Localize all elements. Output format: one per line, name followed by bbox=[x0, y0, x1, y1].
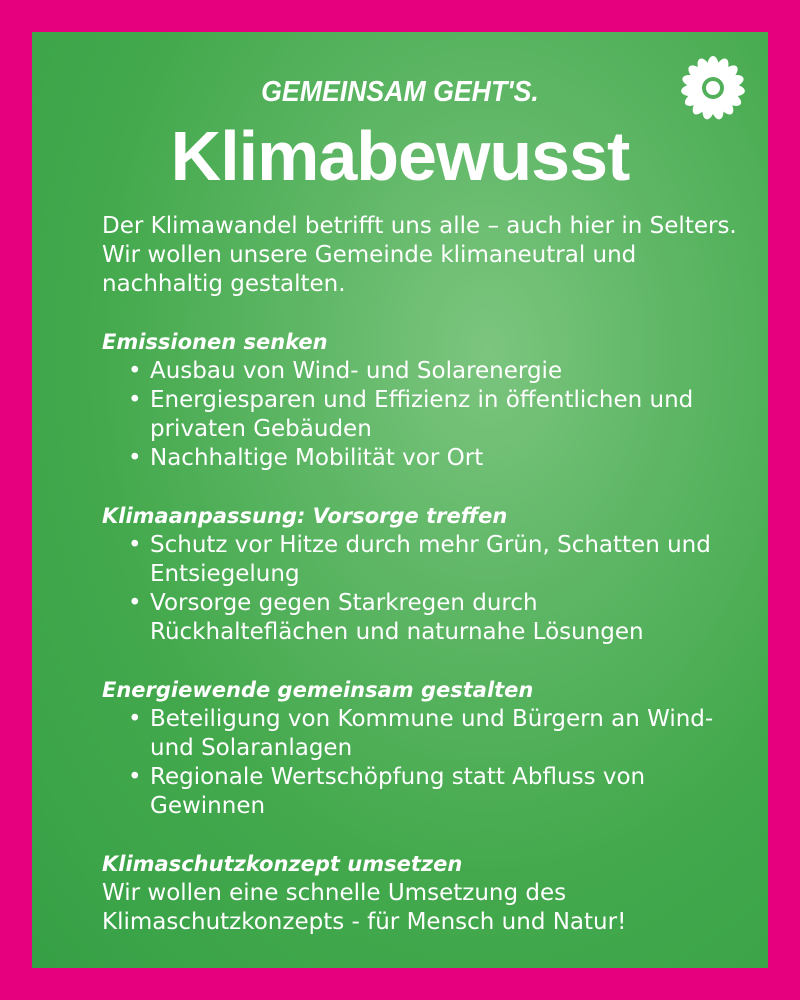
list-item: • Schutz vor Hitze durch mehr Grün, Schatten und Entsiegelung bbox=[150, 531, 742, 589]
list-item: • Regionale Wertschöpfung statt Abfluss von Gewinnen bbox=[150, 763, 742, 821]
body-content bbox=[102, 212, 742, 937]
page-title: Klimabewusst bbox=[170, 117, 630, 195]
list-item: • Beteiligung von Kommune und Bürgern an Wind- und Solaranlagen bbox=[150, 705, 742, 763]
list-item: • Ausbau von Wind- und Solarenergie bbox=[150, 357, 742, 386]
section-heading: Emissionen senken bbox=[102, 330, 328, 354]
section-heading: Klimaanpassung: Vorsorge treffen bbox=[102, 504, 508, 528]
closing-text: Wir wollen eine schnelle Umsetzung des Klimaschutzkonzepts - für Mensch und Natur! bbox=[102, 880, 627, 935]
bullet-list bbox=[102, 357, 742, 473]
section-energy-transition bbox=[102, 676, 742, 821]
bullet-list bbox=[102, 531, 742, 647]
intro-text: Der Klimawandel betrifft uns alle – auch hier in Selters. Wir wollen unsere Gemeinde klimaneutral und nachhaltig gestalten. bbox=[102, 213, 737, 297]
section-heading: Klimaschutzkonzept umsetzen bbox=[102, 852, 463, 876]
kicker-slogan: GEMEINSAM GEHT'S. bbox=[261, 76, 539, 108]
list-item: • Nachhaltige Mobilität vor Ort bbox=[150, 444, 742, 473]
list-item: • Vorsorge gegen Starkregen durch Rückhalteflächen und naturnahe Lösungen bbox=[150, 589, 742, 647]
poster-panel bbox=[32, 32, 768, 968]
section-adaptation bbox=[102, 502, 742, 647]
bullet-list bbox=[102, 705, 742, 821]
section-emissions bbox=[102, 328, 742, 473]
section-climate-concept bbox=[102, 850, 742, 937]
list-item: • Energiesparen und Effizienz in öffentlichen und privaten Gebäuden bbox=[150, 386, 742, 444]
section-heading: Energiewende gemeinsam gestalten bbox=[102, 678, 534, 702]
